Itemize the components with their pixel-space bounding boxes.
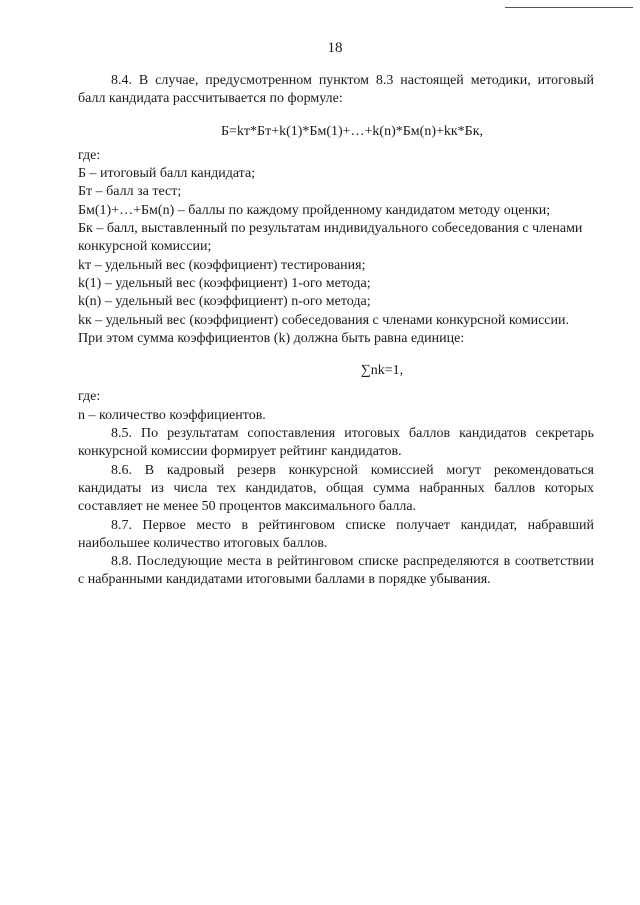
paragraph-8-6: 8.6. В кадровый резерв конкурсной комиссией могут рекомендоваться кандидаты из числа тех кандидатов, общая сумма набранных баллов которых составляет не менее 50 процентов максимального балла. <box>78 462 594 515</box>
definition-method-scores: Бм(1)+…+Бм(n) – баллы по каждому пройденному кандидатом методу оценки; <box>78 202 551 218</box>
paragraph-8-8: 8.8. Последующие места в рейтинговом списке распределяются в соответствии с набранными кандидатами итоговыми баллами в порядке убывания. <box>78 554 594 588</box>
sum-condition: При этом сумма коэффициентов (k) должна быть равна единице: <box>78 330 465 346</box>
definition-method1-weight: k(1) – удельный вес (коэффициент) 1-ого метода; <box>78 275 371 291</box>
paragraph-8-4: 8.4. В случае, предусмотренном пунктом 8.3 настоящей методики, итоговый балл кандидата рассчитывается по формуле: <box>78 73 594 107</box>
definition-interview-weight: kк – удельный вес (коэффициент) собеседования с членами конкурсной комиссии. <box>78 312 569 328</box>
definition-test-weight: kт – удельный вес (коэффициент) тестирования; <box>78 257 366 273</box>
definition-methodn-weight: k(n) – удельный вес (коэффициент) n-ого метода; <box>78 294 371 310</box>
document-body <box>78 72 594 590</box>
definition-test-score: Бт – балл за тест; <box>78 184 182 200</box>
definition-n: n – количество коэффициентов. <box>78 407 266 423</box>
where-label: где: <box>78 389 101 405</box>
where-label: где: <box>78 147 101 163</box>
paragraph-8-7: 8.7. Первое место в рейтинговом списке получает кандидат, набравший наибольшее количество итоговых баллов. <box>78 517 594 551</box>
top-rule <box>505 7 633 8</box>
paragraph-8-5: 8.5. По результатам сопоставления итоговых баллов кандидатов секретарь конкурсной комиссии формирует рейтинг кандидатов. <box>78 426 594 460</box>
definition-total-score: Б – итоговый балл кандидата; <box>78 166 256 182</box>
definition-interview-score: Бк – балл, выставленный по результатам индивидуального собеседования с членами конкурсной комиссии; <box>78 221 583 255</box>
sum-formula: ∑nk=1, <box>360 363 404 379</box>
score-formula: Б=kт*Бт+k(1)*Бм(1)+…+k(n)*Бм(n)+kк*Бк, <box>220 123 484 139</box>
page-number: 18 <box>327 40 343 56</box>
